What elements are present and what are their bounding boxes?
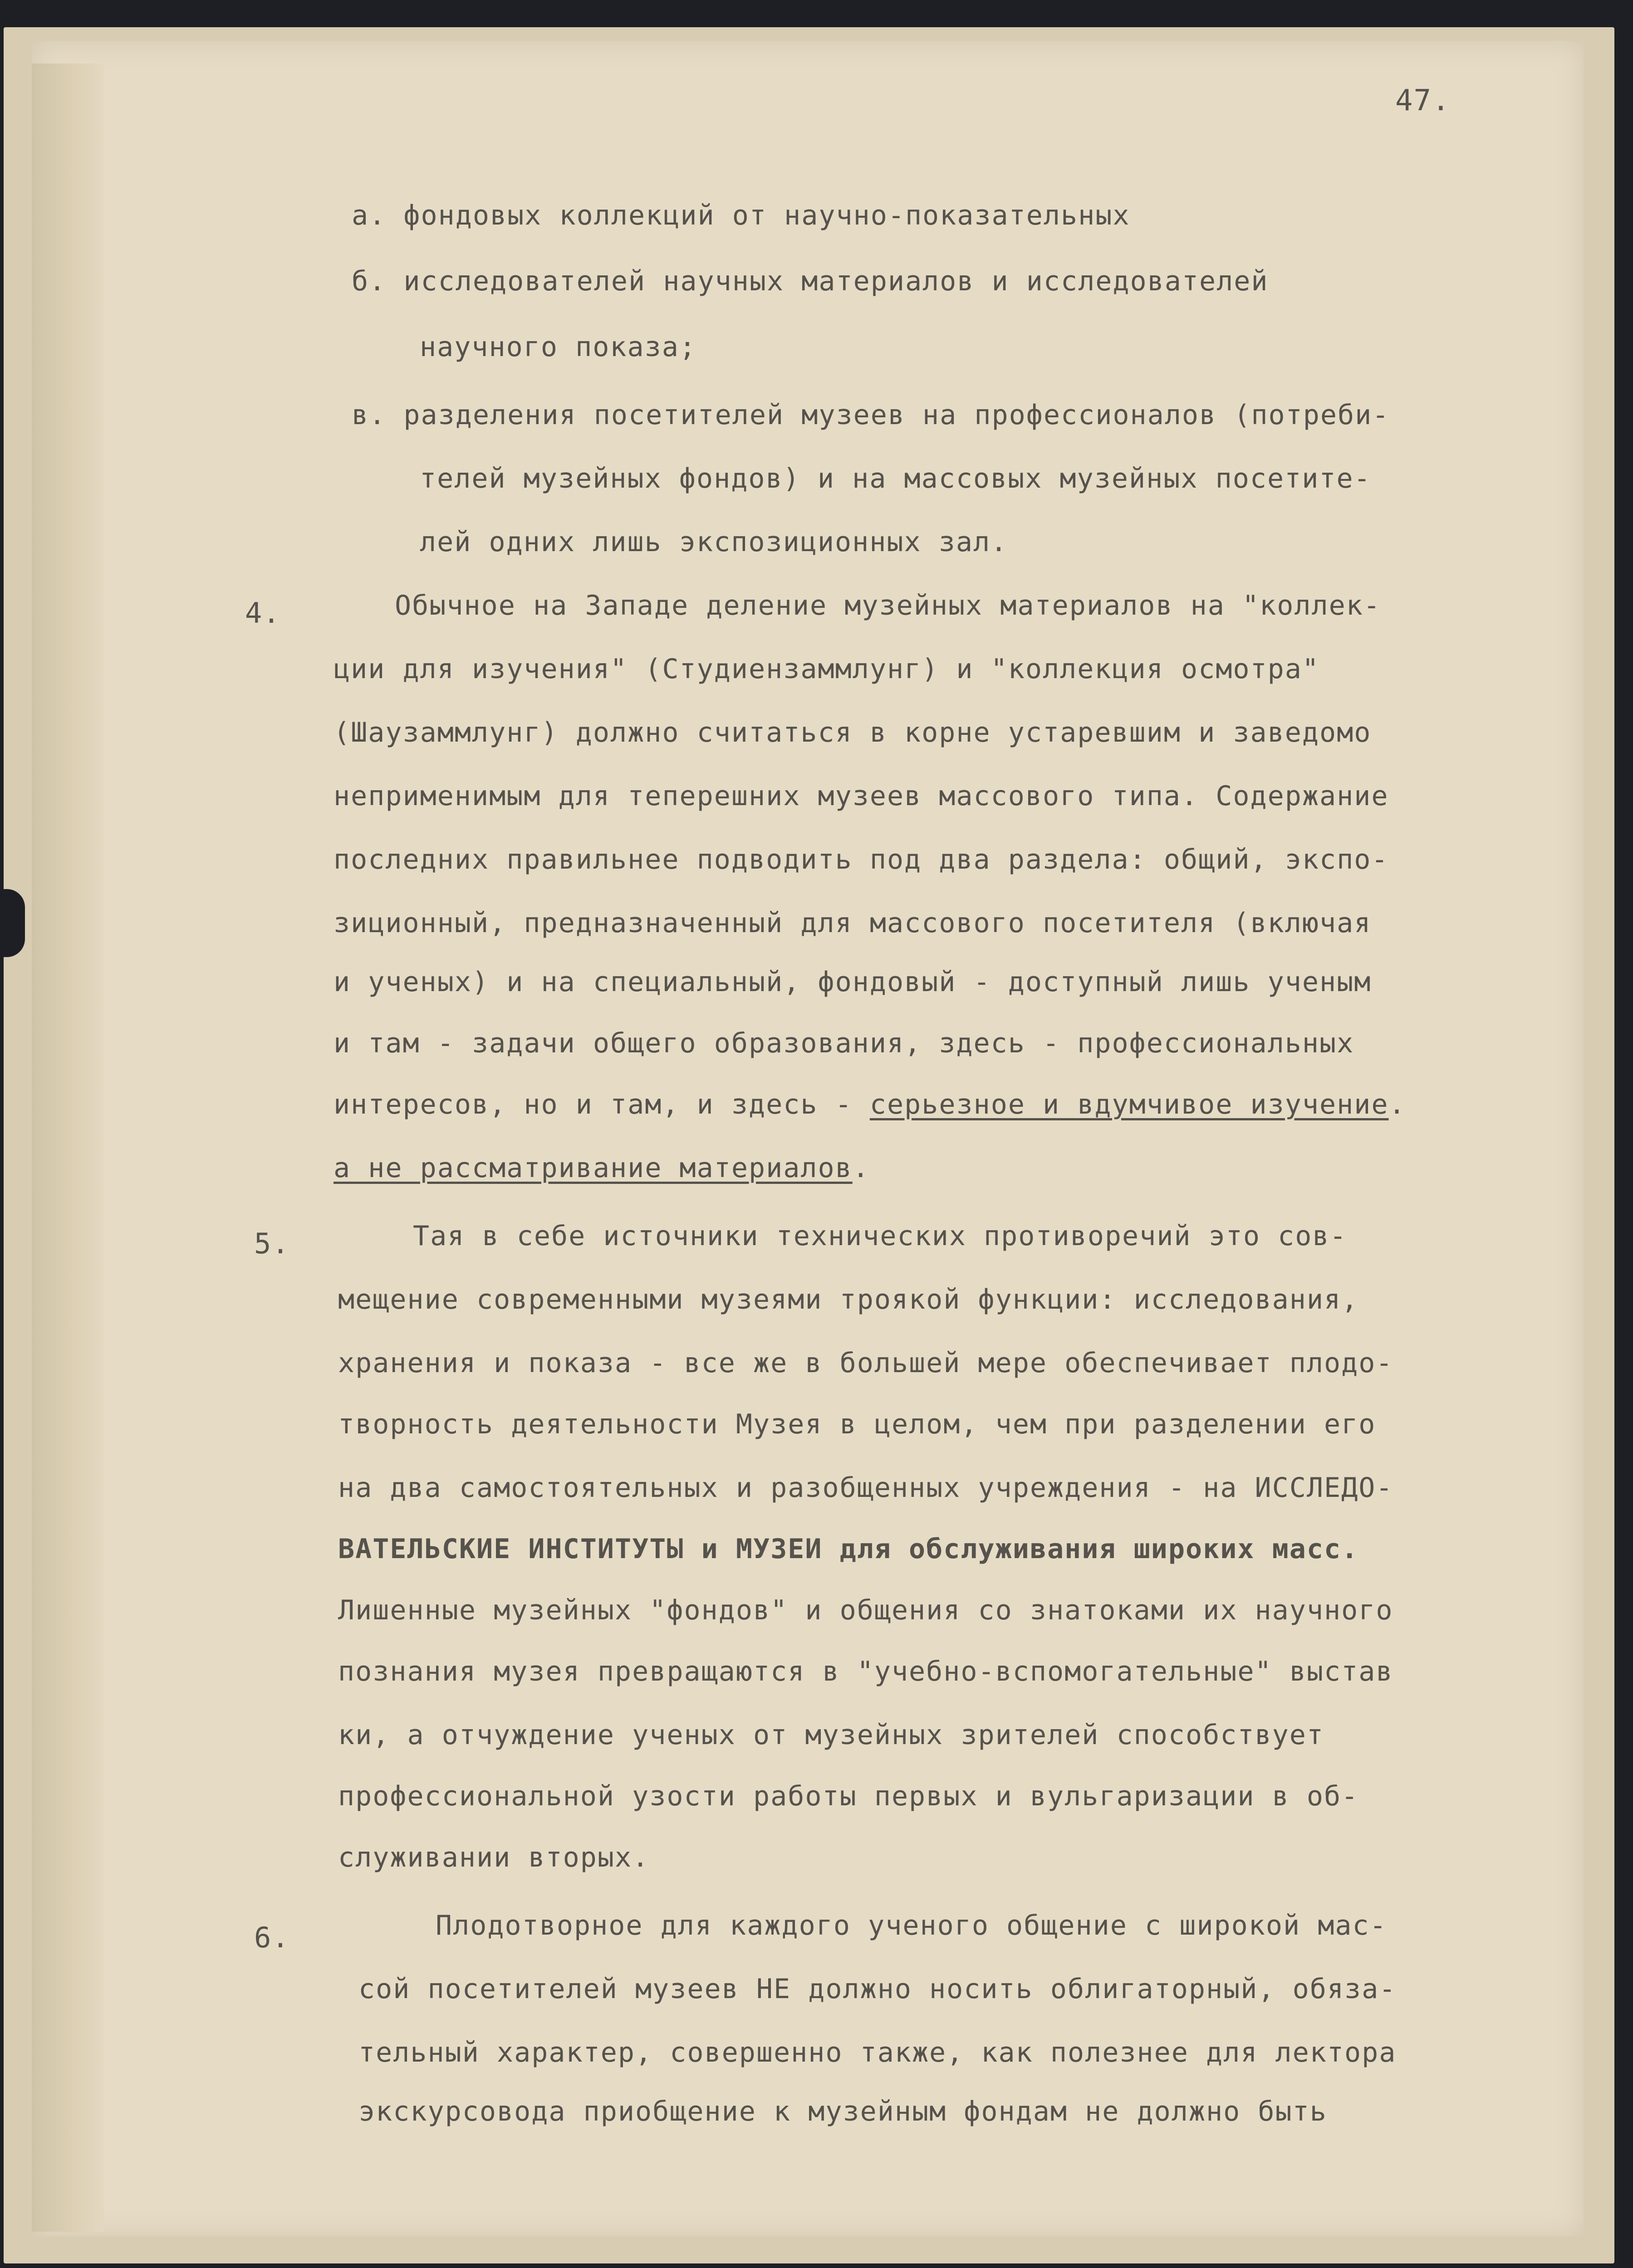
paragraph-6-line: Плодотворное для каждого ученого общение с широкой мас- [436, 1910, 1387, 1941]
paragraph-4-line: ции для изучения" (Студиензаммлунг) и "коллекция осмотра" [333, 653, 1320, 685]
paragraph-5-line: на два самостоятельных и разобщенных учреждения - на ИССЛЕДО- [338, 1472, 1393, 1504]
paragraph-6-line: сой посетителей музеев НЕ должно носить облигаторный, обяза- [358, 1973, 1397, 2005]
paragraph-4-text: интересов, но и там, и здесь - [333, 1089, 870, 1120]
punctuation: . [852, 1152, 870, 1184]
paragraph-5-line: хранения и показа - все же в большей мере обеспечивает плодо- [338, 1347, 1393, 1379]
document-sheet [32, 41, 1584, 2236]
list-item-a: а. фондовых коллекций от научно-показательных [352, 200, 1130, 231]
paragraph-4-line: (Шаузаммлунг) должно считаться в корне устаревшим и заведомо [333, 717, 1372, 748]
paragraph-4-line: и там - задачи общего образования, здесь - профессиональных [333, 1027, 1354, 1059]
paragraph-5-line: ВАТЕЛЬСКИЕ ИНСТИТУТЫ и МУЗЕИ для обслуживания широких масс. [338, 1533, 1359, 1565]
paragraph-4-line: Обычное на Западе деление музейных материалов на "коллек- [395, 590, 1381, 621]
binding-notch [0, 889, 25, 957]
paragraph-4-line: последних правильнее подводить под два раздела: общий, экспо- [333, 844, 1389, 875]
paragraph-5-line: служивании вторых. [338, 1842, 650, 1873]
paragraph-number-4: 4. [245, 596, 281, 630]
paragraph-5-line: мещение современными музеями троякой функции: исследования, [338, 1284, 1359, 1315]
paragraph-5-line: творность деятельности Музея в целом, чем при разделении его [338, 1408, 1376, 1440]
list-item-c-cont: телей музейных фондов) и на массовых музейных посетите- [420, 463, 1371, 494]
paragraph-5-line: Тая в себе источники технических противоречий это сов- [413, 1220, 1347, 1252]
paragraph-5-line: профессиональной узости работы первых и вульгаризации в об- [338, 1780, 1359, 1812]
list-item-b: б. исследователей научных материалов и исследователей [352, 265, 1269, 297]
punctuation: . [1388, 1089, 1406, 1120]
paragraph-5-line: ки, а отчуждение ученых от музейных зрителей способствует [338, 1719, 1324, 1751]
underlined-phrase: серьезное и вдумчивое изучение [869, 1089, 1389, 1120]
paragraph-4-line: и ученых) и на специальный, фондовый - доступный лишь ученым [333, 966, 1372, 998]
list-item-b-cont: научного показа; [420, 331, 696, 363]
paragraph-6-line: экскурсовода приобщение к музейным фондам не должно быть [358, 2096, 1327, 2127]
paragraph-number-6: 6. [254, 1921, 290, 1954]
paragraph-4-line: неприменимым для теперешних музеев массового типа. Содержание [333, 780, 1389, 812]
page-number: 47. [1395, 84, 1451, 117]
underlined-phrase: а не рассматривание материалов [333, 1152, 853, 1184]
list-item-c: в. разделения посетителей музеев на профессионалов (потреби- [352, 399, 1390, 431]
binding-fold [32, 64, 104, 2232]
paragraph-5-line: познания музея превращаются в "учебно-вспомогательные" выстав [338, 1656, 1393, 1687]
paragraph-4-last-line [333, 1152, 870, 1184]
paragraph-6-line: тельный характер, совершенно также, как полезнее для лектора [358, 2037, 1397, 2068]
paragraph-4-line-with-emphasis [333, 1089, 1406, 1120]
paragraph-number-5: 5. [254, 1227, 290, 1260]
list-item-c-cont: лей одних лишь экспозиционных зал. [420, 526, 1008, 558]
paragraph-4-line: зиционный, предназначенный для массового посетителя (включая [333, 907, 1372, 939]
paragraph-5-line: Лишенные музейных "фондов" и общения со знатоками их научного [338, 1594, 1393, 1626]
